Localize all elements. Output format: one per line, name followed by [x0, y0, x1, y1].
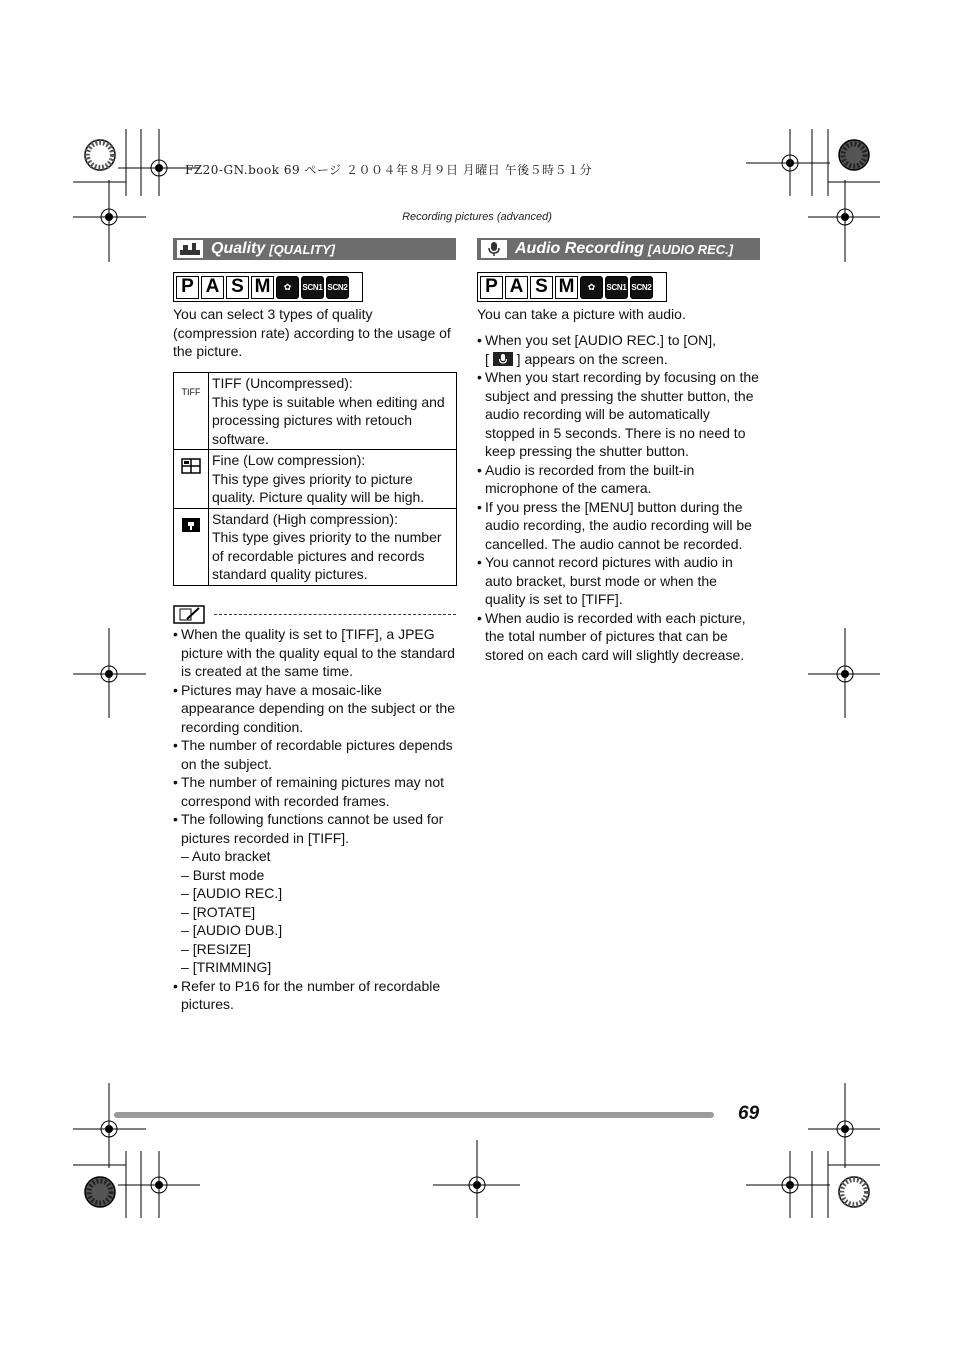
row-heading: Standard (High compression): — [212, 510, 398, 527]
memo-divider — [214, 614, 456, 615]
row-heading: Fine (Low compression): — [212, 452, 366, 468]
list-item: – [AUDIO REC.] — [181, 884, 458, 903]
list-item: • The number of remaining pictures may not correspond with recorded frames. — [173, 773, 458, 810]
tiff-icon: TIFF — [181, 387, 201, 397]
microphone-icon — [481, 240, 507, 258]
audio-intro: You can take a picture with audio. — [477, 306, 686, 322]
manual-mode-icon: M — [251, 276, 274, 299]
row-description: This type gives priority to the number of recordable pictures and records standard quality pictures. — [212, 529, 442, 582]
audio-notes — [477, 331, 759, 664]
list-item — [173, 810, 458, 977]
bracket-open: [ — [485, 350, 489, 367]
row-description: This type gives priority to picture quality. Picture quality will be high. — [212, 470, 425, 505]
list-item: • When you start recording by focusing on the subject and pressing the shutter button, the audio recording will be automatically stopped in 5 seconds. There is no need to keep pressing the shutter button. — [477, 368, 759, 461]
scene2-mode-icon: SCN2 — [326, 276, 349, 299]
quality-notes — [173, 625, 458, 1014]
program-mode-icon: P — [176, 276, 199, 299]
list-item: • When the quality is set to [TIFF], a JPEG picture with the quality equal to the standard is created at the same time. — [173, 625, 458, 681]
table-row — [174, 450, 457, 509]
shutter-mode-icon: S — [226, 276, 249, 299]
list-item: – [AUDIO DUB.] — [181, 921, 458, 940]
page-number: 69 — [738, 1103, 760, 1124]
list-item: • You cannot record pictures with audio in auto bracket, burst mode or when the quality is set to [TIFF]. — [477, 553, 759, 609]
audio-on-note-end: ] appears on the screen. — [516, 350, 668, 367]
fine-quality-icon — [181, 458, 201, 474]
running-title: Recording pictures (advanced) — [402, 211, 552, 223]
list-item: • The number of recordable pictures depends on the subject. — [173, 736, 458, 773]
table-row — [174, 373, 457, 450]
quality-title: Quality — [211, 240, 266, 257]
scene1-mode-icon: SCN1 — [605, 276, 628, 299]
scene2-mode-icon: SCN2 — [630, 276, 653, 299]
list-item — [477, 331, 759, 368]
standard-quality-icon — [181, 517, 201, 533]
audio-mode-icons — [477, 272, 667, 302]
list-item: • When audio is recorded with each picture, the total number of pictures that can be stored on each card will slightly decrease. — [477, 609, 759, 665]
quality-section-header — [173, 238, 456, 260]
memo-icon — [173, 605, 205, 625]
audio-title: Audio Recording — [515, 240, 644, 257]
list-item: – Burst mode — [181, 866, 458, 885]
quality-intro: You can select 3 types of quality (compression rate) according to the usage of the picture. — [173, 306, 451, 359]
list-item: – [ROTATE] — [181, 903, 458, 922]
macro-mode-icon: ✿ — [276, 276, 299, 299]
microphone-icon — [493, 352, 513, 366]
macro-mode-icon: ✿ — [580, 276, 603, 299]
audio-on-note: When you set [AUDIO REC.] to [ON], — [485, 332, 717, 348]
row-description: This type is suitable when editing and processing pictures with retouch software. — [212, 393, 445, 447]
scene1-mode-icon: SCN1 — [301, 276, 324, 299]
table-row — [174, 508, 457, 585]
list-item: • Audio is recorded from the built-in microphone of the camera. — [477, 461, 759, 498]
quality-table — [173, 372, 457, 586]
tiff-functions-note: The following functions cannot be used for pictures recorded in [TIFF]. — [181, 811, 444, 846]
quality-mode-icons — [173, 272, 363, 302]
list-item: • Refer to P16 for the number of recordable pictures. — [173, 977, 458, 1014]
program-mode-icon: P — [480, 276, 503, 299]
list-item: – [TRIMMING] — [181, 958, 458, 977]
unusable-functions-list — [181, 847, 458, 977]
list-item: • Pictures may have a mosaic-like appearance depending on the subject or the recording condition. — [173, 681, 458, 737]
manual-mode-icon: M — [555, 276, 578, 299]
audio-subtitle: [AUDIO REC.] — [647, 241, 734, 257]
aperture-mode-icon: A — [505, 276, 528, 299]
row-heading: TIFF (Uncompressed): — [212, 375, 353, 391]
audio-section-header — [477, 238, 760, 260]
footer-bar — [114, 1112, 714, 1118]
list-item: • If you press the [MENU] button during the audio recording, the audio recording will be cancelled. The audio cannot be recorded. — [477, 498, 759, 554]
print-header: FZ20-GN.book 69 ページ ２００４年８月９日 月曜日 午後５時５１分 — [185, 163, 593, 177]
list-item: – Auto bracket — [181, 847, 458, 866]
list-item: – [RESIZE] — [181, 940, 458, 959]
quality-subtitle: [QUALITY] — [269, 241, 335, 257]
shutter-mode-icon: S — [530, 276, 553, 299]
aperture-mode-icon: A — [201, 276, 224, 299]
quality-icon — [177, 240, 203, 258]
